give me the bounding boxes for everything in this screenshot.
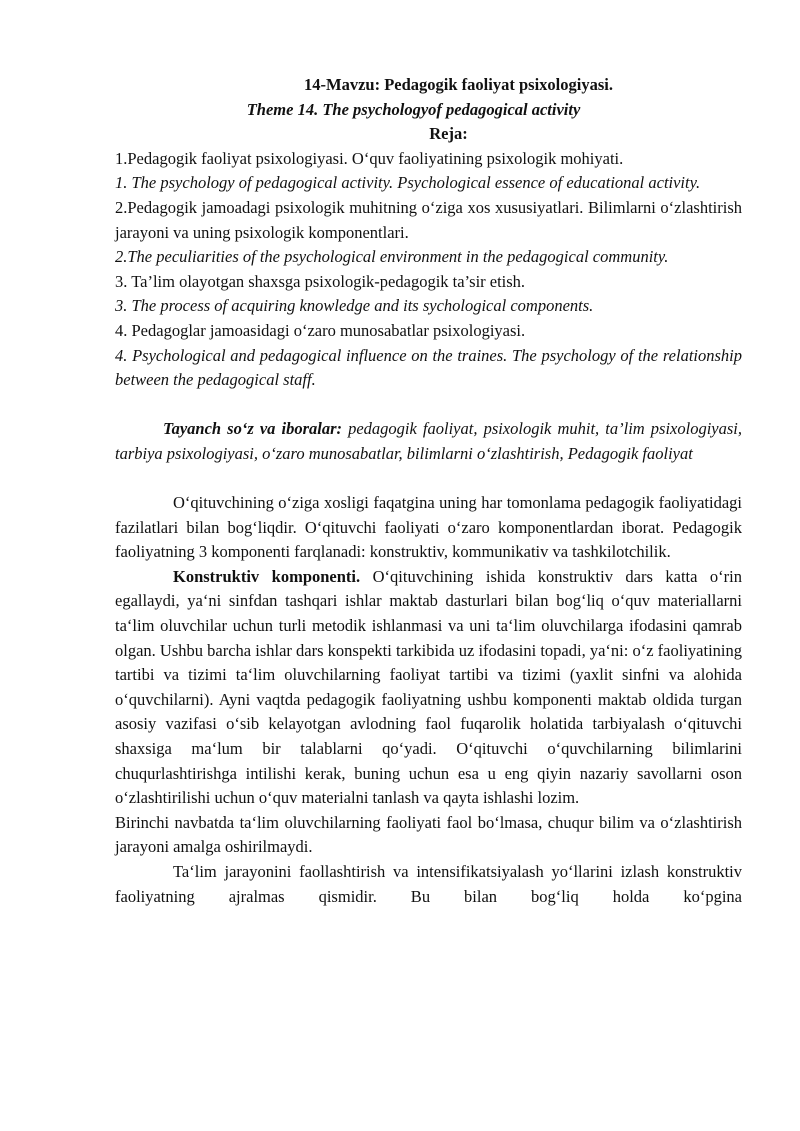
spacer — [115, 393, 742, 418]
document-subtitle: Theme 14. The psychologyof pedagogical activity — [246, 99, 581, 119]
plan-item-en: 3. The process of acquiring knowledge and its sychological components. — [115, 296, 594, 316]
document-title: 14-Mavzu: Pedagogik faoliyat psixologiyasi. — [304, 75, 613, 94]
body-paragraph: O‘qituvchining o‘ziga xosligi faqatgina uning har tomonlama pedagogik faoliyatidagi fazilatlari bilan bog‘liqdir. O‘qituvchi faoliyati o‘zaro komponentlardan iborat. Pedagogik faoliyatning 3 komponenti farqlanadi: konstruktiv, kommunikativ va tashkilotchilik. — [115, 493, 742, 562]
body-paragraph: Birinchi navbatda ta‘lim oluvchilarning faoliyati faol bo‘lmasa, chuqur bilim va o‘zlashtirish jarayoni amalga oshirilmaydi. — [115, 812, 742, 857]
plan-item-uz: 4. Pedagoglar jamoasidagi o‘zaro munosabatlar psixologiyasi. — [115, 320, 526, 340]
body-paragraph: Ta‘lim jarayonini faollashtirish va intensifikatsiyalash yo‘llarini izlash konstruktiv faoliyatning ajralmas qismidir. Bu bilan bog‘liq holda ko‘pgina — [115, 862, 742, 906]
keywords-text: pedagogik faoliyat, psixologik muhit, ta’lim psixologiyasi, tarbiya psixologiyasi, o‘zaro munosabatlar, bilimlarni o‘zlashtirish, Pedagogik faoliyat — [115, 419, 742, 463]
body-paragraph — [115, 565, 742, 811]
plan-item-uz: 3. Ta’lim olayotgan shaxsga psixologik-pedagogik ta’sir etish. — [115, 271, 526, 291]
plan-item-uz: 1.Pedagogik faoliyat psixologiyasi. O‘quv faoliyatining psixologik mohiyati. — [115, 148, 624, 168]
keywords-label: Tayanch so‘z va iboralar: — [163, 419, 343, 439]
plan-heading: Reja: — [429, 124, 468, 144]
spacer — [115, 467, 742, 492]
document-page — [115, 73, 742, 909]
keywords-paragraph — [115, 417, 742, 466]
plan-list — [115, 147, 742, 393]
plan-item-en: 4. Psychological and pedagogical influence on the traines. The psychology of the relationship between the pedagogical staff. — [115, 345, 742, 390]
plan-item-uz: 2.Pedagogik jamoadagi psixologik muhitning o‘ziga xos xususiyatlari. Bilimlarni o‘zlashtirish jarayoni va uning psixologik komponentlari. — [115, 197, 742, 242]
section-text: O‘qituvchining ishida konstruktiv dars katta o‘rin egallaydi, ya‘ni sinfdan tashqari ishlar maktab dasturlari bilan bog‘liq o‘quv materiallarni ta‘lim oluvchilar uchun turli metodik ishlanmasi va uni ta‘lim oluvchilarga ifodasini qamrab olgan. Ushbu barcha ishlar dars konspekti tarkibida uz ifodasini topadi, ya‘ni: o‘z faoliyatining tartibi va tizimi ta‘lim oluvchilarning faoliyat tartibi va tizimi (yaxlit sinfni va alohida o‘quvchilarni). Ayni vaqtda pedagogik faoliyatning ushbu komponenti maktab oldida turgan asosiy vazifasi o‘sib kelayotgan avlodning faol fuqarolik holatida tarbiyalash o‘qituvchi shaxsiga ma‘lum bir talablarni qo‘yadi. O‘qituvchi o‘quvchilarning bilimlarini chuqurlashtirishga intilishi kerak, buning uchun esa u eng qiyin nazariy savollarni oson o‘zlashtirilishi uchun o‘quv materialni tanlash va qayta ishlashi lozim. — [115, 566, 742, 808]
plan-item-en: 1. The psychology of pedagogical activity. Psychological essence of educational activity. — [115, 173, 701, 193]
plan-item-en: 2.The peculiarities of the psychological environment in the pedagogical community. — [115, 247, 669, 267]
section-lead: Konstruktiv komponenti. — [173, 566, 361, 586]
